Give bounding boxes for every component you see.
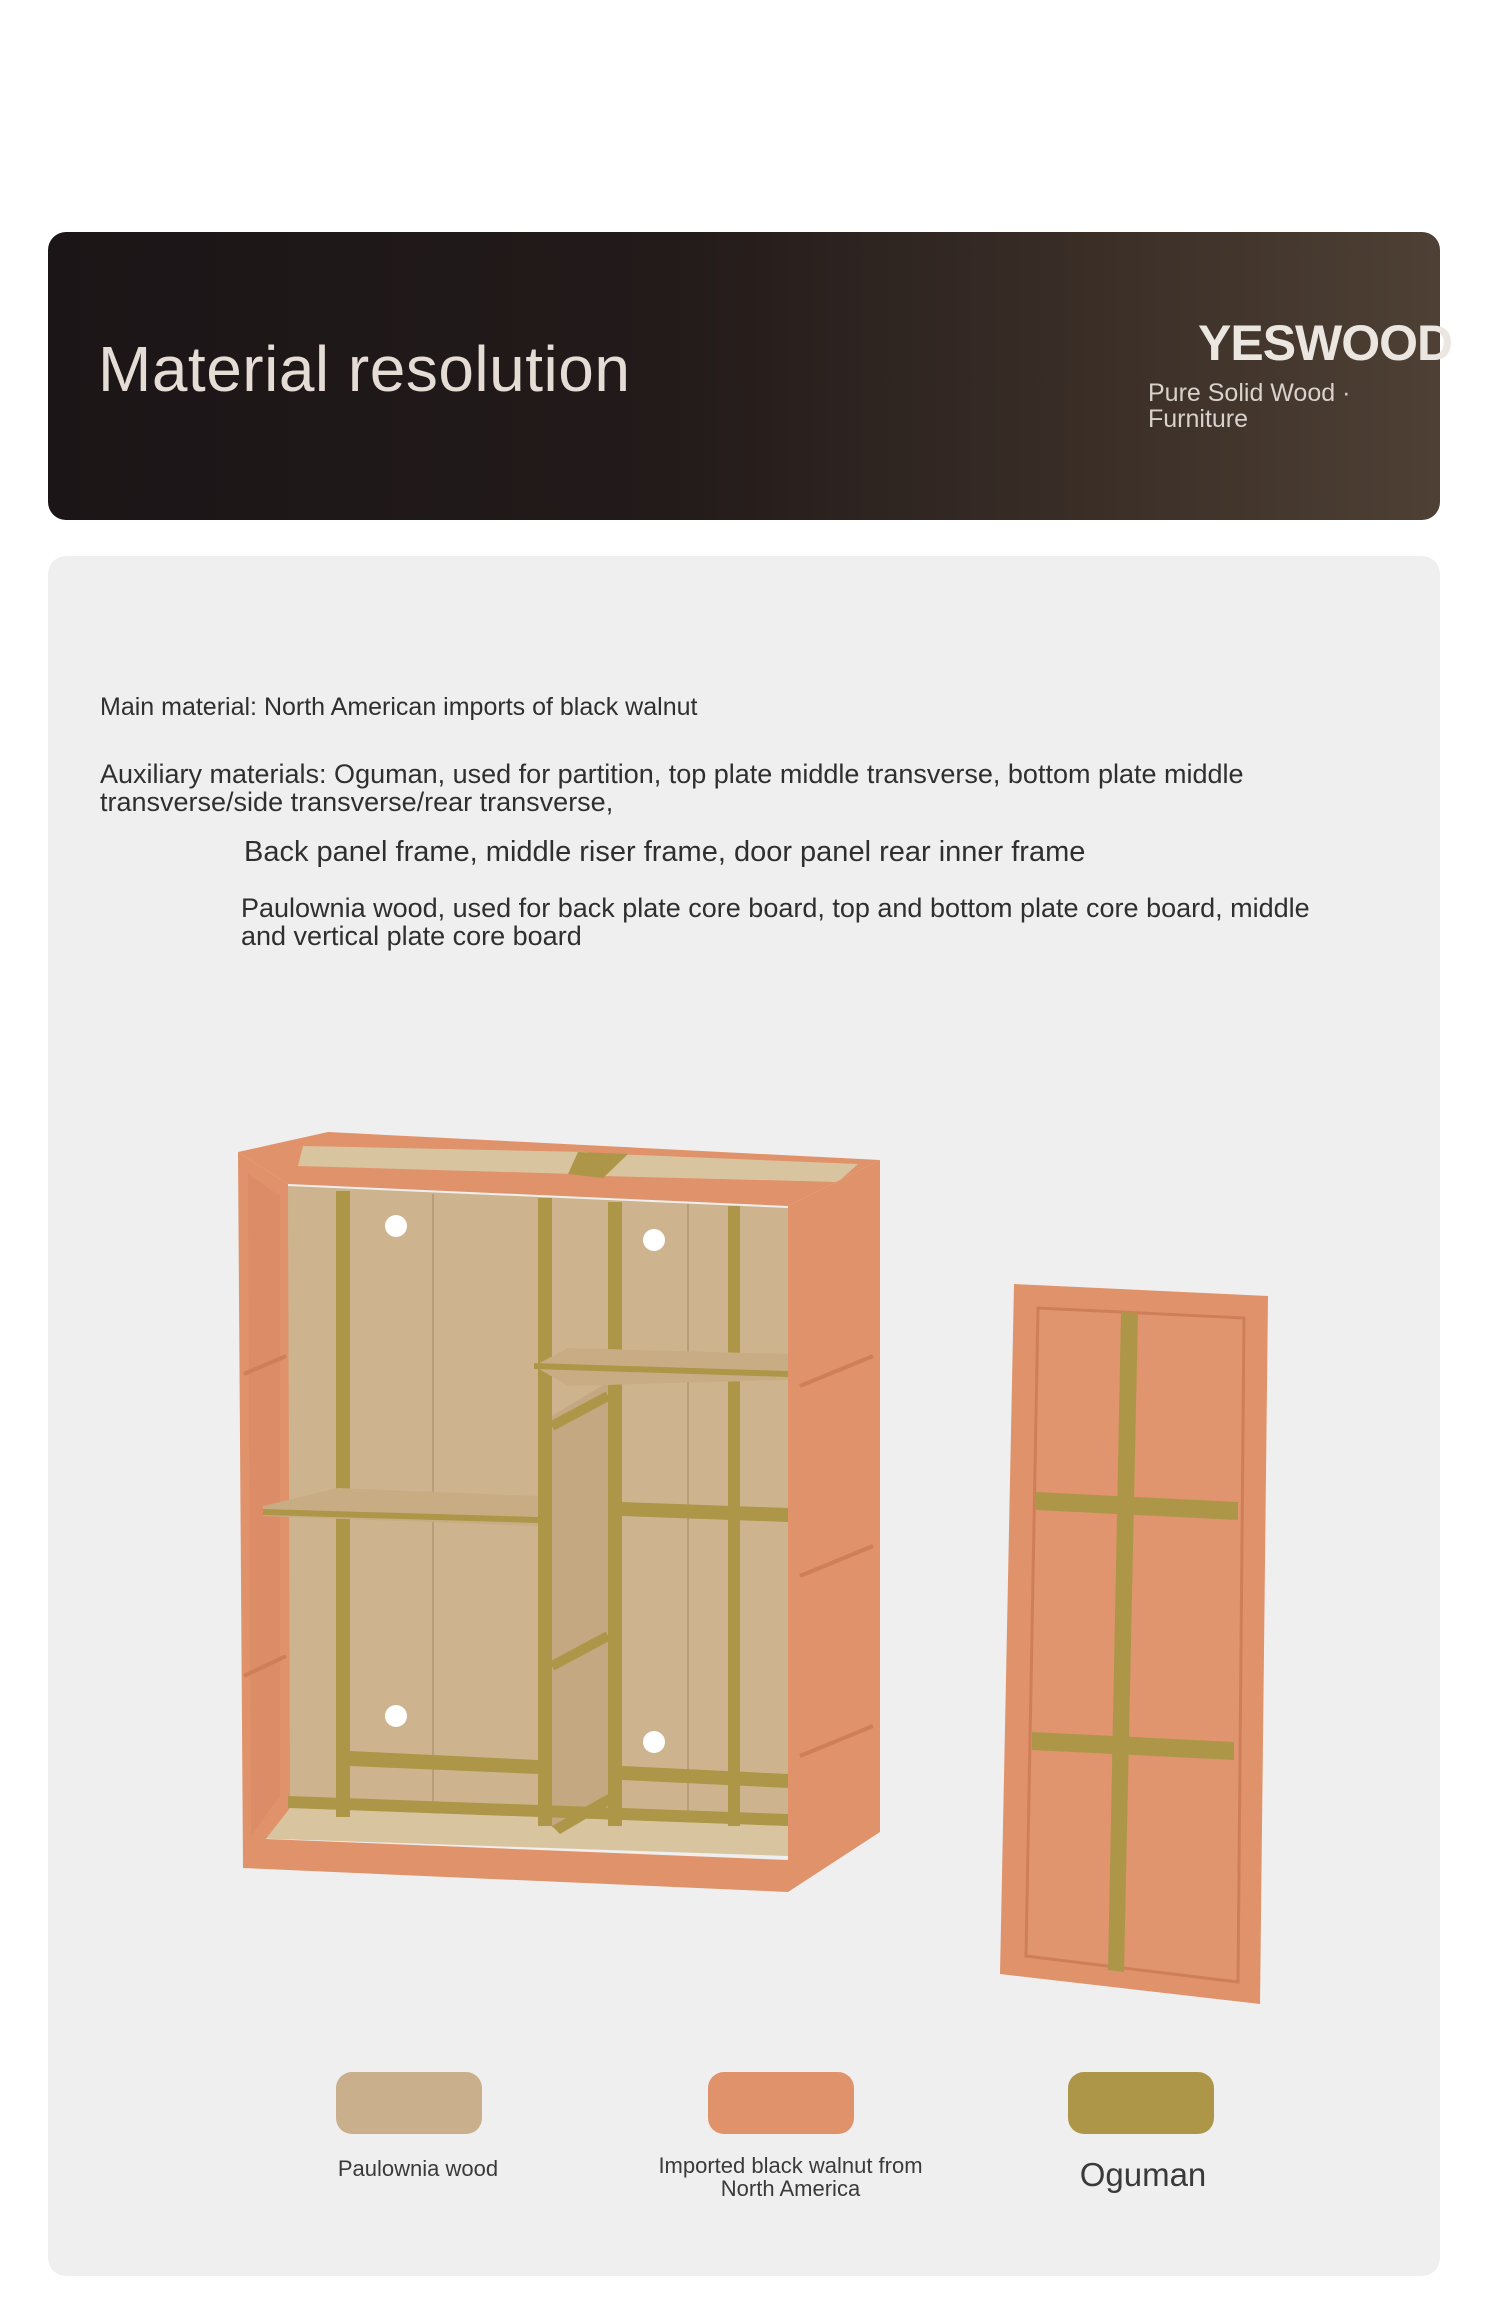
cabinet-right-side	[788, 1160, 880, 1892]
legend-label-oguman: Oguman	[1079, 2156, 1207, 2193]
material-panel	[48, 556, 1440, 2276]
frame-usage-text: Back panel frame, middle riser frame, door panel rear inner frame	[244, 836, 1086, 868]
brand-tagline: Pure Solid Wood · Furniture	[1148, 379, 1351, 433]
brand-logo: YESWOOD	[1198, 315, 1453, 371]
legend-label-walnut: Imported black walnut from North America	[658, 2153, 923, 2201]
main-material-text: Main material: North American imports of black walnut	[100, 693, 698, 721]
swatch-paulownia	[336, 2072, 482, 2134]
paulownia-usage-text: Paulownia wood, used for back plate core board, top and bottom plate core board, middle and vertical plate core board	[241, 893, 1310, 951]
middle-riser-panel	[552, 1382, 608, 1828]
brand-block	[1148, 314, 1453, 433]
swatch-oguman	[1068, 2072, 1214, 2134]
hole-marker	[385, 1705, 407, 1727]
hole-marker	[385, 1215, 407, 1237]
legend-label-paulownia: Paulownia wood	[337, 2156, 499, 2181]
hole-marker	[643, 1731, 665, 1753]
page-title: Material resolution	[98, 333, 631, 405]
header-banner	[48, 232, 1453, 520]
oguman-back-post	[608, 1202, 622, 1826]
swatch-walnut	[708, 2072, 854, 2134]
wardrobe-diagram	[48, 1056, 1440, 2056]
auxiliary-material-text: Auxiliary materials: Oguman, used for partition, top plate middle transverse, bottom plate middle transverse/side transverse/rear transverse,	[100, 759, 1244, 817]
oguman-partition-post	[538, 1198, 552, 1826]
hole-marker	[643, 1229, 665, 1251]
